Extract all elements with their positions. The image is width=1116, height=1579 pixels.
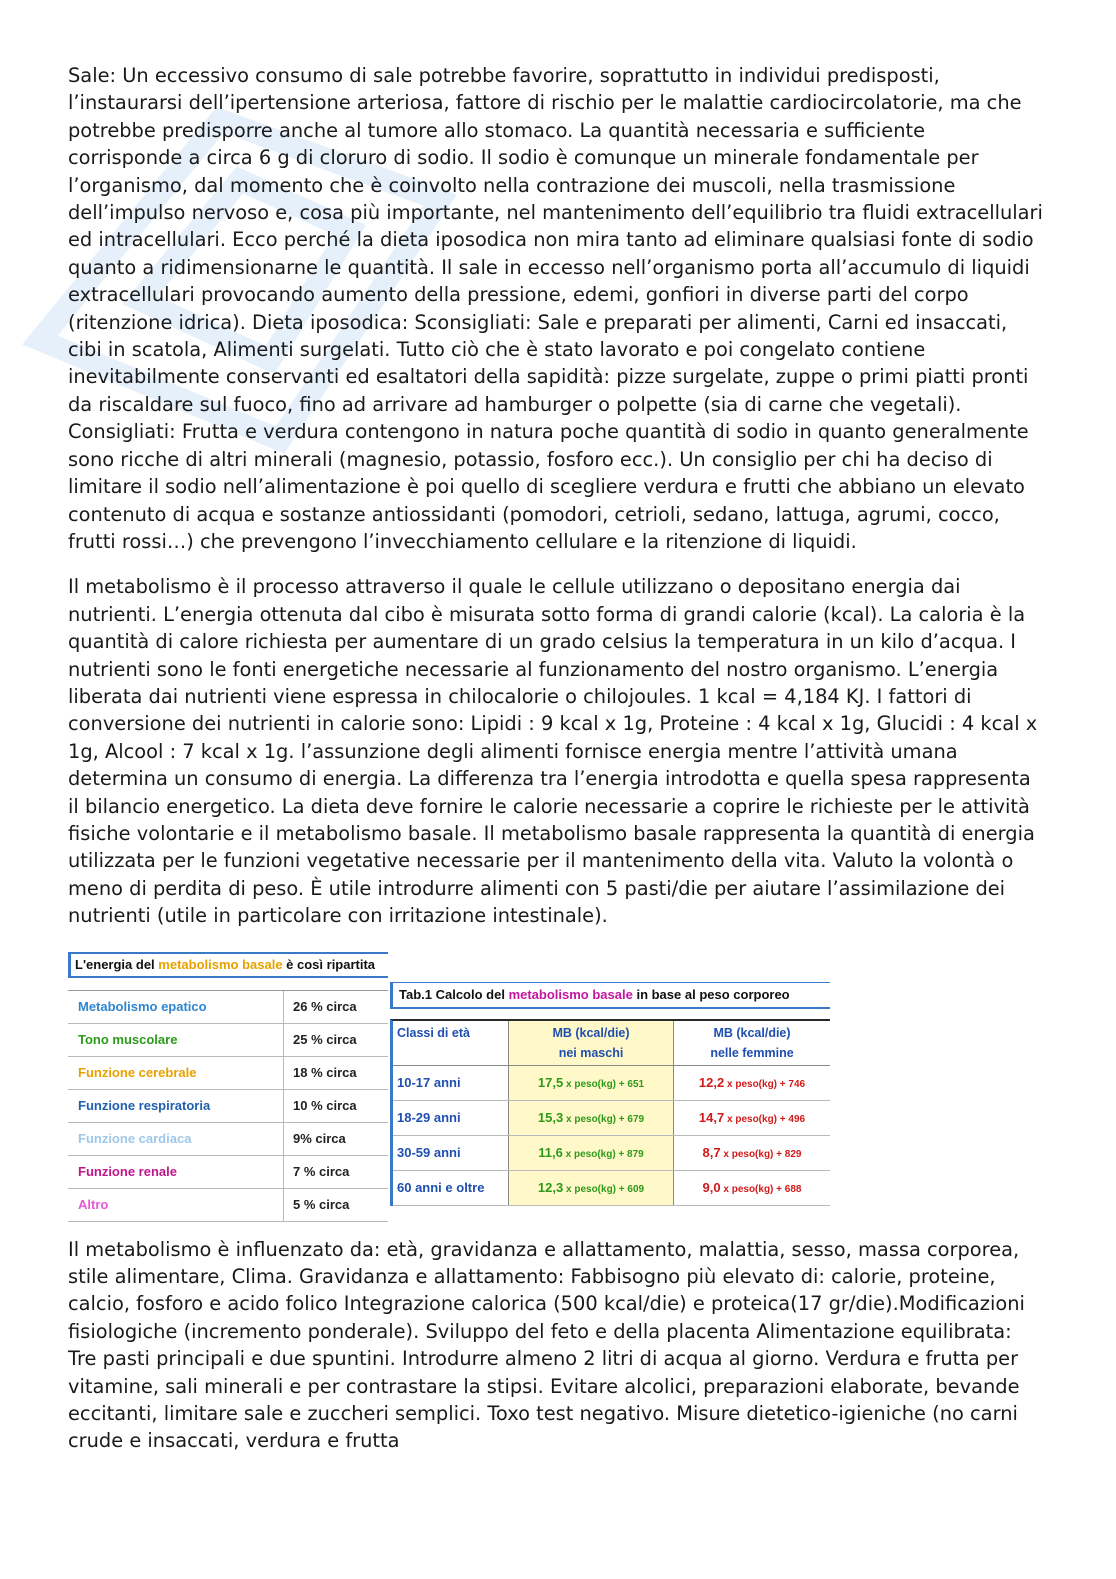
basal-table-row [393,1066,830,1101]
energy-row-label: Funzione respiratoria [68,1090,284,1122]
energy-row-value: 9% circa [293,1130,346,1146]
female-formula: 9,0 x peso(kg) + 688 [702,1179,802,1195]
energy-row-value: 5 % circa [293,1196,350,1212]
energy-table-row [68,1090,388,1123]
energy-table-row [68,1024,388,1057]
energy-row-value: 25 % circa [293,1031,357,1047]
paragraph-salt: Sale: Un eccessivo consumo di sale potrebbe favorire, soprattutto in individui predisposti, l’instaurarsi dell’ipertensione arteriosa, fattore di rischio per le malattie cardiocircolatorie, ma che potrebbe predisporre anche al tumore allo stomaco. La quantità necessaria e sufficiente corrisponde a circa 6 g di cloruro di sodio. Il sodio è comunque un minerale fondamentale per l’organismo, dal momento che è coinvolto nella contrazione dei muscoli, nella trasmissione dell’impulso nervoso e, cosa più importante, nel mantenimento dell’equilibrio tra fluidi extracellulari ed intracellulari. Ecco perché la dieta iposodica non mira tanto ad eliminare qualsiasi fonte di sodio quanto a ridimensionarne le quantità. Il sale in eccesso nell’organismo porta all’accumulo di liquidi extracellulari provocando aumento della pressione, edemi, gonfiori in diverse parti del corpo (ritenzione idrica). Dieta iposodica: Sconsigliati: Sale e preparati per alimenti, Carni ed insaccati, cibi in scatola, Alimenti surgelati. Tutto ciò che è stato lavorato e poi congelato contiene inevitabilmente conservanti ed esaltatori della sapidità: pizze surgelate, zuppe o primi piatti pronti da riscaldare sul fuoco, fino ad arrivare ad hamburger o polpette (sia di carne che vegetali). Consigliati: Frutta e verdura contengono in natura poche quantità di sodio in quanto generalmente sono ricche di altri minerali (magnesio, potassio, fosforo ecc.). Un consiglio per chi ha deciso di limitare il sodio nell’alimentazione è poi quello di scegliere verdura e frutti che abbiano un elevato contenuto di acqua e sostanze antiossidanti (pomodori, cetrioli, sedano, lattuga, agrumi, cocco, frutti rossi…) che prevengono l’invecchiamento cellulare e la ritenzione di liquidi. [68,64,1043,553]
energy-row-value: 10 % circa [293,1097,357,1113]
female-formula: 8,7 x peso(kg) + 829 [702,1144,802,1160]
tables-figure [68,952,1043,1222]
energy-distribution-table [68,952,388,1222]
basal-table-row [393,1101,830,1136]
energy-table-row [68,1189,388,1222]
age-class: 10-17 anni [393,1066,509,1100]
female-formula: 12,2 x peso(kg) + 746 [698,1074,806,1090]
basal-table-row [393,1136,830,1171]
male-formula: 12,3 x peso(kg) + 609 [509,1171,674,1205]
basal-metabolism-table [390,982,830,1206]
age-class: 30-59 anni [393,1136,509,1170]
energy-row-label: Altro [68,1189,284,1221]
age-class: 60 anni e oltre [393,1171,509,1205]
basal-table-header [393,1021,830,1066]
energy-row-value: 26 % circa [293,998,357,1014]
male-formula: 15,3 x peso(kg) + 679 [509,1101,674,1135]
age-class: 18-29 anni [393,1101,509,1135]
energy-row-label: Tono muscolare [68,1024,284,1056]
basal-table-row [393,1171,830,1206]
energy-row-value: 18 % circa [293,1064,357,1080]
energy-row-label: Funzione cardiaca [68,1123,284,1155]
energy-row-label: Funzione renale [68,1156,284,1188]
document-page [68,62,1043,1455]
header-male: MB (kcal/die) nei maschi [509,1021,674,1065]
energy-table-title: L'energia del metabolismo basale è così ripartita [68,952,388,978]
header-age-classes: Classi di età [393,1021,509,1065]
female-formula: 14,7 x peso(kg) + 496 [698,1109,806,1125]
energy-table-row [68,1156,388,1189]
energy-table-row [68,991,388,1024]
header-female: MB (kcal/die) nelle femmine [710,1025,794,1060]
basal-table-title: Tab.1 Calcolo del metabolismo basale in base al peso corporeo [390,982,830,1009]
male-formula: 11,6 x peso(kg) + 879 [509,1136,674,1170]
energy-table-row [68,1057,388,1090]
energy-row-value: 7 % circa [293,1163,350,1179]
paragraph-metabolism: Il metabolismo è il processo attraverso il quale le cellule utilizzano o depositano energia dai nutrienti. L’energia ottenuta dal cibo è misurata sotto forma di grandi calorie (kcal). La caloria è la quantità di calore richiesta per aumentare di un grado celsius la temperatura in un kilo d’acqua. I nutrienti sono le fonti energetiche necessarie al funzionamento del nostro organismo. L’energia liberata dai nutrienti viene espressa in chilocalorie o chilojoules. 1 kcal = 4,184 KJ. I fattori di conversione dei nutrienti in calorie sono: Lipidi : 9 kcal x 1g, Proteine : 4 kcal x 1g, Glucidi : 4 kcal x 1g, Alcool : 7 kcal x 1g. l’assunzione degli alimenti fornisce energia mentre l’attività umana determina un consumo di energia. La differenza tra l’energia introdotta e quella spesa rappresenta il bilancio energetico. La dieta deve fornire le calorie necessarie a coprire le richieste per le attività fisiche volontarie e il metabolismo basale. Il metabolismo basale rappresenta la quantità di energia utilizzata per le funzioni vegetative necessarie per il mantenimento della vita. Valuto la volontà o meno di perdita di peso. È utile introdurre alimenti con 5 pasti/die per aiutare l’assimilazione dei nutrienti (utile in particolare con irritazione intestinale). [68,575,1038,928]
paragraph-influences: Il metabolismo è influenzato da: età, gravidanza e allattamento, malattia, sesso, massa corporea, stile alimentare, Clima. Gravidanza e allattamento: Fabbisogno più elevato di: calorie, proteine, calcio, fosforo e acido folico Integrazione calorica (500 kcal/die) e proteica(17 gr/die).Modificazioni fisiologiche (incremento ponderale). Sviluppo del feto e della placenta Alimentazione equilibrata: Tre pasti principali e due spuntini. Introdurre almeno 2 litri di acqua al giorno. Verdura e frutta per vitamine, sali minerali e per contrastare la stipsi. Evitare alcolici, preparazioni elaborate, bevande eccitanti, limitare sale e zuccheri semplici. Toxo test negativo. Misure dietetico-igieniche (no carni crude e insaccati, verdura e frutta [68,1237,1025,1453]
energy-row-label: Funzione cerebrale [68,1057,284,1089]
energy-row-label: Metabolismo epatico [68,991,284,1023]
energy-table-row [68,1123,388,1156]
male-formula: 17,5 x peso(kg) + 651 [509,1066,674,1100]
